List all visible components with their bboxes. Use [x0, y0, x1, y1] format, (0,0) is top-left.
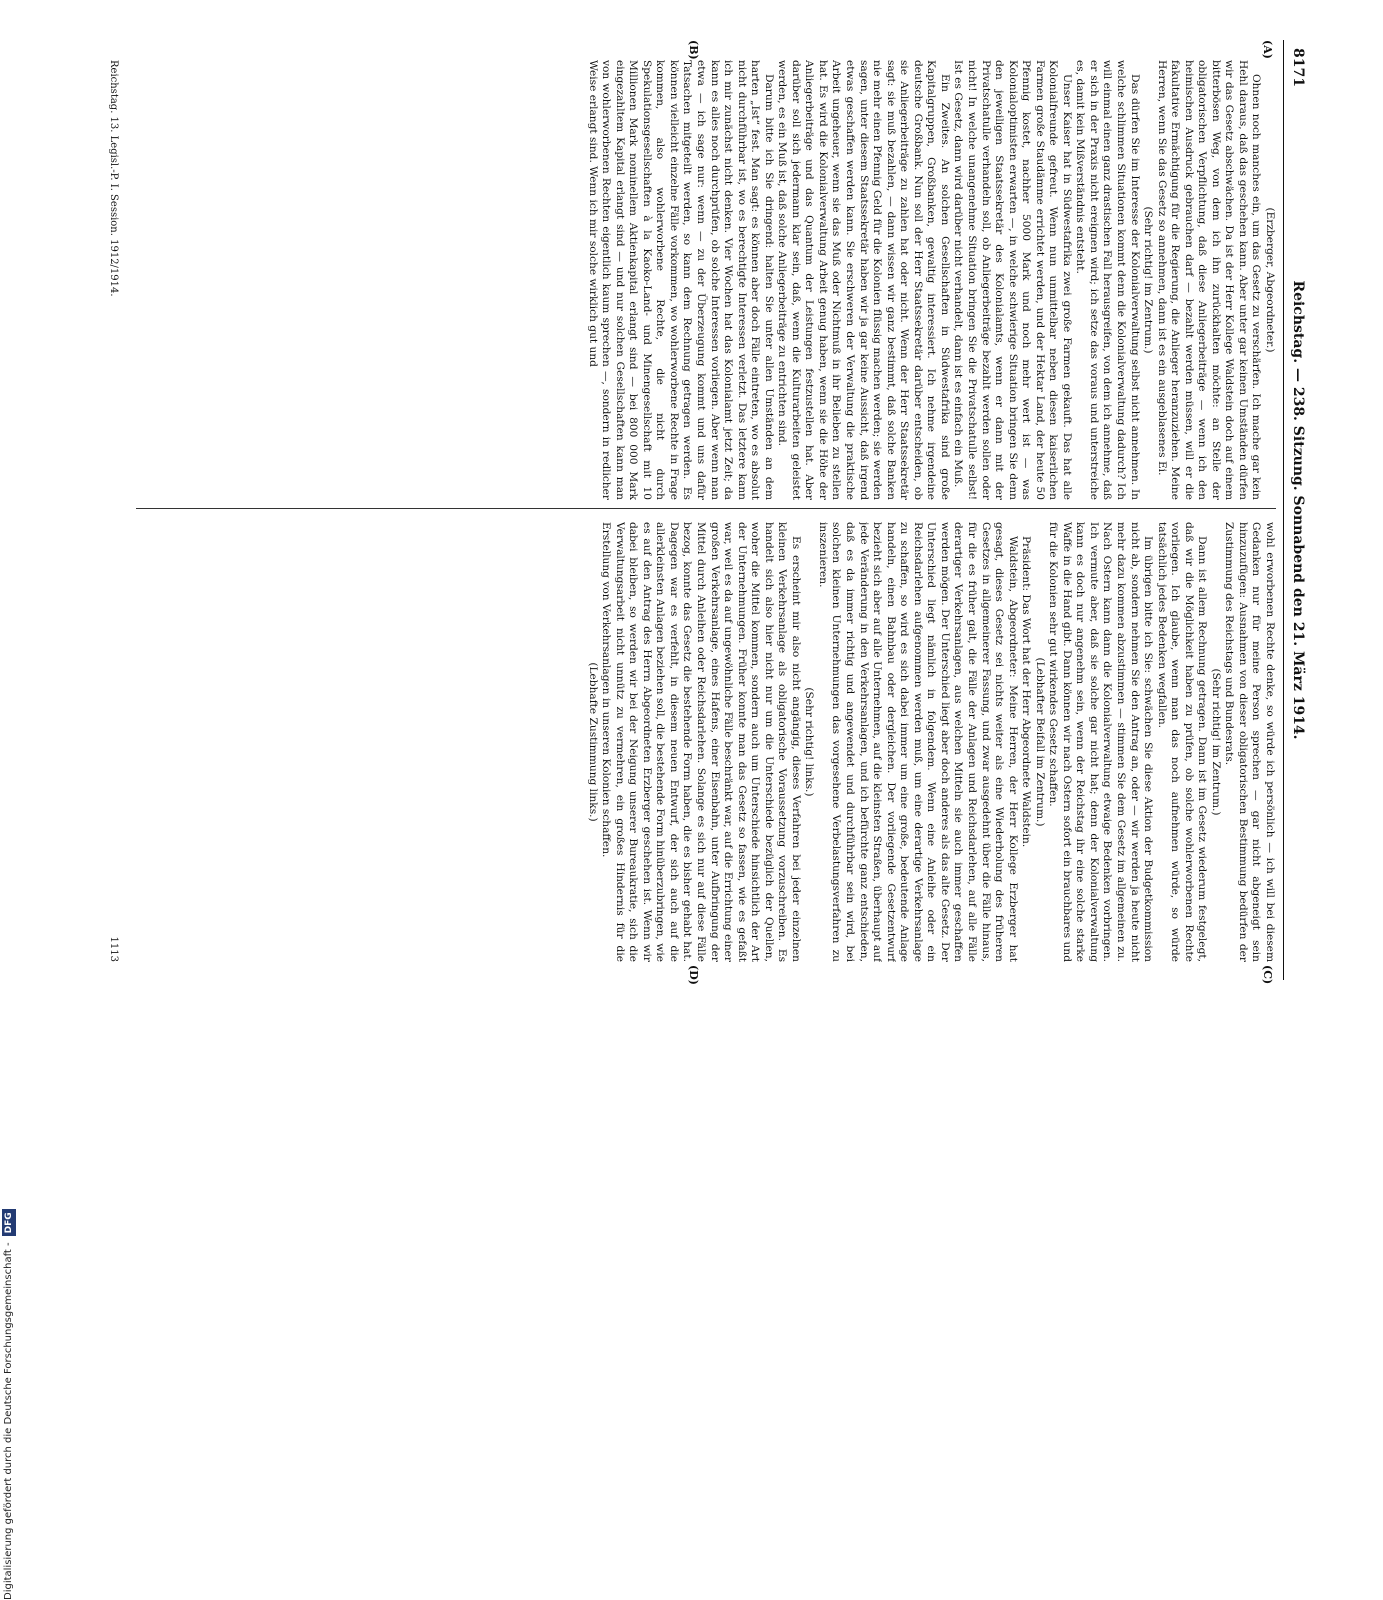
interjection: (Sehr richtig! im Zentrum.) — [1209, 668, 1222, 816]
right-column — [126, 522, 1276, 962]
interjection: (Lebhafter Beifall im Zentrum.) — [1033, 657, 1046, 827]
marker-b: (B) — [687, 40, 700, 60]
column-divider — [136, 508, 1276, 509]
paragraph: Präsident: Das Wort hat der Herr Abgeordnete Waldstein. — [1020, 536, 1033, 848]
marker-c: (C) — [1261, 965, 1274, 985]
page-footer-right: 1113 — [108, 936, 119, 962]
dfg-logo: DFG — [2, 1209, 16, 1236]
marker-d: (D) — [687, 965, 700, 985]
paragraph: Waldstein, Abgeordneter: Meine Herren, der Herr Kollege Erzberger hat gesagt, dieses Gesetz sei nichts weiter als eine Wiederholung des früheren Gesetzes in allgemeinerer Fassung, und zwar ausgedehnt über die Fälle hinaus, für die es früher galt, die Fälle der Anlagen und Reichsdarlehen, auf alle Fälle derartiger Verkehrsanlagen, aus welchen Mitteln sie auch immer geschaffen werden mögen. Der Unterschied liegt aber doch anderes als das alte Gesetz. Der Unterschied liegt nämlich in folgendem. Wenn eine Anleihe oder ein Reichsdarlehen aufgenommen werden muß, um eine derartige Verkehrsanlage zu schaffen, so wird es sich dabei immer um eine große, bedeutende Anlage handeln, einen Bahnbau oder dergleichen. Der vorliegende Gesetzentwurf bezieht sich aber auf alle Unternehmen, auf die kleinsten Straßen, überhaupt auf jede Veränderung in den Verkehrsanlagen, und ich befürchte ganz entschieden, daß es da immer richtig und angewendet und durchführbar sein wird, bei solchen kleinen Unternehmungen das vorgesehene Verbelastungsverfahren zu inszenieren. — [816, 522, 1019, 962]
interjection: (Sehr richtig! im Zentrum.) — [1142, 206, 1155, 354]
interjection: (Sehr richtig! links.) — [803, 687, 816, 797]
paragraph: Dann ist allem Rechnung getragen. Dann ist im Gesetz wiederum festgelegt, daß wir die Möglichkeit haben zu prüfen, ob solche wohlerworbenen Rechte vorliegen. Ich glaube, wenn man das noch aufnehmen würde, so würde tatsächlich jedes Bedenken wegfallen. — [1155, 522, 1209, 962]
paragraph: Es erscheint mir also nicht angängig, dieses Verfahren bei jeder einzelnen kleinen Verkehrsanlage als obligatorische Voraussetzung vorzuschreiben. Es handelt sich also hier nicht nur um die Unterschiede bezüglich der Quellen, woher die Mittel kommen, sondern auch um Unterschiede hinsichtlich der Art der Unternehmungen. Früher konnte man das Gesetz so fassen, wie es gefaßt war, weil es da auf ungewöhnliche Fälle beschränkt war, auf die Errichtung einer großen Verkehrsanlage, eines Hafens, einer Eisenbahn, unter Aufbringung der Mittel durch Anleihen oder Reichsdarlehen. Solange es sich nur auf diese Fälle bezog, konnte das Gesetz die bestehende Form haben, die es bisher gehabt hat. Dagegen war es verfehlt, in diesem neuen Entwurf, der sich auch auf die allerkleinsten Anlagen beziehen soll, die bestehende Form hinüberzubringen, wie es auf den Antrag des Herrn Abgeordneten Erzberger geschehen ist. Wenn wir dabei bleiben, so werden wir bei der Neigung unserer Bureaukratie, sich die Verwaltungsarbeit nicht unnütz zu vermehren, ein großes Hindernis für die Erstellung von Verkehrsanlagen in unseren Kolonien schaffen. — [600, 522, 802, 962]
paragraph: Das dürfen Sie im Interesse der Kolonialverwaltung selbst nicht annehmen. In welche schlimmen Situationen kommt denn die Kolonialverwaltung dadurch? Ich will einmal einen ganz drastischen Fall herausgreifen, von dem ich annehme, daß er sich in der Praxis nicht ereignen wird; ich setze das voraus und unterstreiche es, damit kein Mißverständnis entsteht. — [1074, 60, 1141, 500]
page-title: Reichstag. — 238. Sitzung. Sonnabend den 21. März 1914. — [1290, 280, 1306, 740]
paragraph: Ein Zweites. An solchen Gesellschaften in Südwestafrika sind große Kapitalgruppen, Großbanken, gewaltig interessiert. Ich nehme irgendeine deutsche Großbank. Nun soll der Herr Staatssekretär darüber entscheiden, ob sie Anliegerbeiträge zu zahlen hat oder nicht. Wenn der Herr Staatssekretär sagt: sie muß bezahlen, — dann wissen wir ganz bestimmt, daß solche Banken nie mehr einen Pfennig Geld für die Kolonien flüssig machen werden; sie werden sagen, unter diesem Staatssekretär haben wir ja gar keine Aussicht, daß irgend etwas geschaffen werden kann. Sie erschweren der Verwaltung die praktische Arbeit ungeheuer, wenn sie das Muß oder Nichtmuß in ihr Belieben zu stellen hat. Es wird die Kolonialverwaltung Arbeit genug haben, wenn sie die Höhe der Anliegerbeiträge und das Quantum der Leistungen festzustellen hat. Aber darüber soll sich jedermann klar sein, daß, wenn die Kulturarbeiten geleistet werden, es ein Muß ist, daß solche Anliegerbeiträge zu entrichten sind. — [776, 60, 951, 500]
paragraph: Darum bitte ich Sie dringend: halten Sie unter allen Umständen an dem harten „Ist“ fest. Man sagt: es können aber doch Fälle eintreten, wo es absolut nicht durchführbar ist, wo es berechtigte Interessen verletzt. Das letztere kann ich mir zunächst nicht denken. Vier Wochen hat das Kolonialamt jetzt Zeit; da kann es alles noch durchprüfen, ob solche Interessen vorliegen. Aber wenn man etwa — ich sage nur: wenn — zu der Überzeugung kommt und uns dafür Tatsachen mitgeteilt werden, so kann dem Rechnung getragen werden. Es können vielleicht einzelne Fälle vorkommen, wo wohlerworbene Rechte in Frage kommen, also wohlerworbene Rechte, die nicht durch Spekulationsgesellschaften à la Kaoko-Land- und Minengesellschaft mit 10 Millionen Mark nominellem Aktienkapital erlangt sind — bei 800 000 Mark eingezahltem Kapital erlangt sind — und nur solchen Gesellschaften kann man von wohlerworbenen Rechten eigentlich kaum sprechen —, sondern in redlicher Weise erlangt sind. Wenn ich mir solche wirklich gut und — [586, 60, 775, 500]
page-number: 8171 — [1290, 48, 1306, 87]
paragraph: Ohnen noch manches ein, um das Gesetz zu verschärfen. Ich mache gar kein Hehl daraus, daß das geschehen kann. Aber unter gar keinen Umständen dürfen wir das Gesetz abschwächen. Da ist der Herr Kollege Waldstein doch auf einem bitterbösen Weg, von dem ich ihn zurückhalten möchte: an Stelle der obligatorischen Verpflichtung, daß diese Anliegerbeiträge — wenn ich den heimischen Ausdruck gebrauchen darf — bezahlt werden müssen, will er die fakultative Ermächtigung für die Regierung, die Anlieger heranzuziehen. Meine Herren, wenn Sie das Gesetz so annehmen, dann ist es ein ausgeblasenes Ei. — [1155, 60, 1263, 500]
marker-a: (A) — [1261, 40, 1274, 59]
paragraph: wohl erworbenen Rechte denke, so würde ich persönlich — ich will bei diesem Gedanken nur für meine Person sprechen — gar nicht abgeneigt sein hinzuzufügen: Ausnahmen von dieser obligatorischen Bestimmung bedürfen der Zustimmung des Reichstags und Bundesrats. — [1223, 522, 1276, 962]
left-column — [126, 60, 1276, 500]
paragraph: Im übrigen bitte ich Sie: schwächen Sie diese Aktion der Budgetkommission nicht ab, sondern nehmen Sie den Antrag an, oder — wir werden ja heute nicht mehr dazu kommen abzustimmen — stimmen Sie dem Gesetz im allgemeinen zu. Nach Ostern kann dann die Kolonialverwaltung etwaige Bedenken vorbringen. Ich vermute aber, daß sie solche gar nicht hat; denn der Kolonialverwaltung kann es doch nur angenehm sein, wenn der Reichstag ihr eine solche starke Waffe in die Hand gibt. Dann können wir nach Ostern sofort ein brauchbares und für die Kolonien sehr gut wirkendes Gesetz schaffen. — [1047, 522, 1155, 962]
page-footer-left: Reichstag. 13. Legisl.-P. I. Session. 1912/1914. — [108, 60, 119, 297]
page-header — [1283, 40, 1310, 980]
digitization-notice-text: Digitalisierung gefördert durch die Deutsche Forschungsgemeinschaft - — [3, 1242, 14, 1600]
paragraph: Unser Kaiser hat in Südwestafrika zwei große Farmen gekauft. Das hat alle Kolonialfreunde gefreut. Wenn nun unmittelbar neben diesen kaiserlichen Farmen große Staudämme errichtet werden, und der Hektar Land, der heute 50 Pfennig kostet, nachher 5000 Mark und noch mehr wert ist — was Kolonialoptimisten erwarten —, in welche schwierige Situation bringen Sie denn den jeweiligen Staatssekretär des Kolonialamts, wenn er dann mit der Privatschatulle verhandeln soll, ob Anliegerbeiträge bezahlt werden sollen oder nicht! In welche unangenehme Situation bringen Sie die Privatschatulle selbst! Ist es Gesetz, dann wird darüber nicht verhandelt, dann ist es einfach ein Muß. — [952, 60, 1073, 500]
interjection: (Erzberger, Abgeordneter.) — [1264, 207, 1276, 353]
interjection: (Lebhafte Zustimmung links.) — [586, 662, 599, 822]
digitization-notice — [2, 1200, 16, 1600]
newspaper-page — [85, 40, 1310, 985]
